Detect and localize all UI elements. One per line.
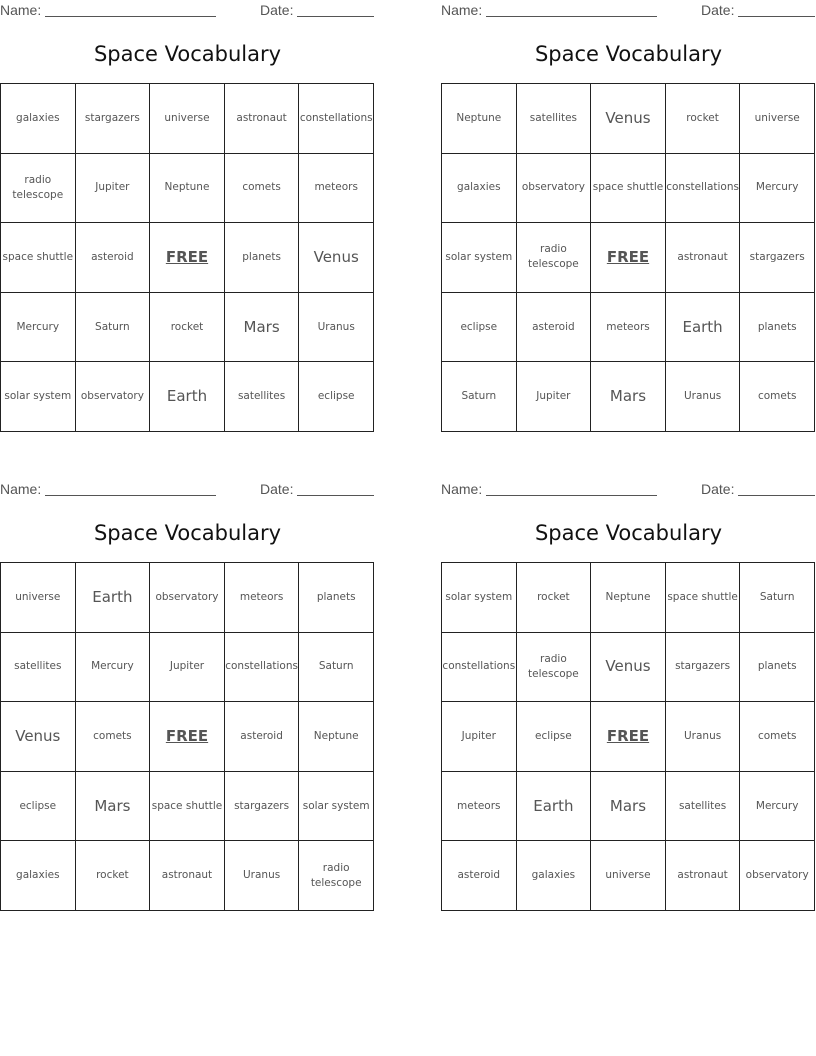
- bingo-cell: Venus: [1, 702, 76, 772]
- bingo-cell: rocket: [150, 293, 225, 363]
- bingo-cell: satellites: [517, 84, 592, 154]
- bingo-cell: solar system: [1, 362, 76, 432]
- bingo-cell: Mars: [591, 772, 666, 842]
- free-space-cell: FREE: [150, 702, 225, 772]
- name-blank-line: [45, 2, 216, 17]
- bingo-cell: Jupiter: [517, 362, 592, 432]
- bingo-cell: meteors: [225, 563, 300, 633]
- bingo-cell: comets: [225, 154, 300, 224]
- bingo-cell: Neptune: [150, 154, 225, 224]
- bingo-cell: galaxies: [1, 841, 76, 911]
- bingo-cell: galaxies: [1, 84, 76, 154]
- bingo-cell: Neptune: [442, 84, 517, 154]
- bingo-grid: [0, 562, 374, 911]
- name-label: Name:: [0, 481, 42, 497]
- card-title: Space Vocabulary: [534, 521, 723, 545]
- name-blank-line: [486, 2, 657, 17]
- bingo-cell: radio telescope: [1, 154, 76, 224]
- date-field: [701, 2, 815, 18]
- bingo-cell: satellites: [225, 362, 300, 432]
- bingo-cell: comets: [740, 362, 815, 432]
- bingo-cell: galaxies: [442, 154, 517, 224]
- name-label: Name:: [0, 2, 42, 18]
- bingo-cell: meteors: [591, 293, 666, 363]
- card-title: Space Vocabulary: [534, 42, 723, 66]
- name-field: [0, 2, 216, 18]
- bingo-card: [0, 479, 375, 911]
- bingo-cell: Mercury: [76, 633, 151, 703]
- bingo-cell: Jupiter: [76, 154, 151, 224]
- bingo-card: [441, 0, 816, 432]
- bingo-cell: solar system: [299, 772, 374, 842]
- bingo-cell: astronaut: [666, 841, 741, 911]
- bingo-cell: stargazers: [225, 772, 300, 842]
- bingo-cell: asteroid: [517, 293, 592, 363]
- bingo-cell: Mars: [76, 772, 151, 842]
- bingo-cell: Earth: [150, 362, 225, 432]
- bingo-cell: Venus: [591, 84, 666, 154]
- bingo-cell: rocket: [517, 563, 592, 633]
- bingo-grid: [441, 562, 815, 911]
- bingo-cell: Saturn: [740, 563, 815, 633]
- bingo-cell: meteors: [299, 154, 374, 224]
- bingo-cell: universe: [1, 563, 76, 633]
- name-field: [0, 481, 216, 497]
- bingo-cell: observatory: [150, 563, 225, 633]
- bingo-cell: eclipse: [442, 293, 517, 363]
- bingo-cell: satellites: [666, 772, 741, 842]
- bingo-cell: eclipse: [517, 702, 592, 772]
- date-label: Date:: [260, 481, 294, 497]
- bingo-cell: observatory: [76, 362, 151, 432]
- name-field: [441, 2, 657, 18]
- date-blank-line: [738, 481, 815, 496]
- bingo-cell: Uranus: [299, 293, 374, 363]
- bingo-cell: Mercury: [740, 772, 815, 842]
- bingo-cell: rocket: [666, 84, 741, 154]
- bingo-cell: asteroid: [225, 702, 300, 772]
- bingo-cell: Neptune: [591, 563, 666, 633]
- bingo-card: [0, 0, 375, 432]
- bingo-cell: stargazers: [666, 633, 741, 703]
- bingo-cell: planets: [299, 563, 374, 633]
- bingo-cell: planets: [740, 293, 815, 363]
- bingo-cell: Saturn: [299, 633, 374, 703]
- bingo-cell: universe: [150, 84, 225, 154]
- bingo-cell: Saturn: [442, 362, 517, 432]
- bingo-cell: Neptune: [299, 702, 374, 772]
- bingo-cell: constellations: [225, 633, 300, 703]
- bingo-cell: radio telescope: [299, 841, 374, 911]
- bingo-cell: astronaut: [666, 223, 741, 293]
- bingo-cell: constellations: [442, 633, 517, 703]
- bingo-cell: Uranus: [666, 702, 741, 772]
- bingo-cell: rocket: [76, 841, 151, 911]
- bingo-cell: satellites: [1, 633, 76, 703]
- bingo-cell: astronaut: [225, 84, 300, 154]
- name-blank-line: [45, 481, 216, 496]
- name-label: Name:: [441, 481, 483, 497]
- name-blank-line: [486, 481, 657, 496]
- name-label: Name:: [441, 2, 483, 18]
- bingo-cell: Jupiter: [442, 702, 517, 772]
- date-blank-line: [297, 2, 374, 17]
- bingo-cell: astronaut: [150, 841, 225, 911]
- bingo-cell: observatory: [517, 154, 592, 224]
- bingo-cell: Saturn: [76, 293, 151, 363]
- bingo-cell: Mars: [225, 293, 300, 363]
- bingo-cell: Earth: [517, 772, 592, 842]
- bingo-cell: Uranus: [225, 841, 300, 911]
- bingo-cell: Venus: [299, 223, 374, 293]
- date-label: Date:: [701, 481, 735, 497]
- bingo-cell: Earth: [666, 293, 741, 363]
- date-label: Date:: [701, 2, 735, 18]
- free-space-cell: FREE: [591, 223, 666, 293]
- bingo-card: [441, 479, 816, 911]
- date-blank-line: [738, 2, 815, 17]
- name-field: [441, 481, 657, 497]
- bingo-cell: galaxies: [517, 841, 592, 911]
- bingo-cell: radio telescope: [517, 223, 592, 293]
- bingo-cell: stargazers: [76, 84, 151, 154]
- bingo-cell: space shuttle: [150, 772, 225, 842]
- card-title: Space Vocabulary: [93, 521, 282, 545]
- bingo-cell: planets: [740, 633, 815, 703]
- date-label: Date:: [260, 2, 294, 18]
- bingo-cell: space shuttle: [1, 223, 76, 293]
- free-space-cell: FREE: [150, 223, 225, 293]
- bingo-cell: Jupiter: [150, 633, 225, 703]
- free-space-cell: FREE: [591, 702, 666, 772]
- bingo-cell: planets: [225, 223, 300, 293]
- bingo-cell: comets: [76, 702, 151, 772]
- bingo-cell: space shuttle: [591, 154, 666, 224]
- bingo-cell: Mercury: [740, 154, 815, 224]
- bingo-cell: Venus: [591, 633, 666, 703]
- bingo-grid: [0, 83, 374, 432]
- bingo-cell: space shuttle: [666, 563, 741, 633]
- bingo-cell: radio telescope: [517, 633, 592, 703]
- bingo-cell: constellations: [299, 84, 374, 154]
- bingo-cell: solar system: [442, 223, 517, 293]
- bingo-cell: observatory: [740, 841, 815, 911]
- bingo-cell: Uranus: [666, 362, 741, 432]
- bingo-cell: universe: [591, 841, 666, 911]
- date-field: [260, 481, 374, 497]
- bingo-cell: Mars: [591, 362, 666, 432]
- bingo-cell: asteroid: [442, 841, 517, 911]
- bingo-cell: meteors: [442, 772, 517, 842]
- bingo-grid: [441, 83, 815, 432]
- bingo-cell: universe: [740, 84, 815, 154]
- card-title: Space Vocabulary: [93, 42, 282, 66]
- date-field: [260, 2, 374, 18]
- bingo-cell: stargazers: [740, 223, 815, 293]
- date-field: [701, 481, 815, 497]
- bingo-cell: asteroid: [76, 223, 151, 293]
- bingo-cell: comets: [740, 702, 815, 772]
- bingo-cell: eclipse: [299, 362, 374, 432]
- bingo-cell: eclipse: [1, 772, 76, 842]
- bingo-cell: Mercury: [1, 293, 76, 363]
- bingo-cell: Earth: [76, 563, 151, 633]
- bingo-cell: solar system: [442, 563, 517, 633]
- date-blank-line: [297, 481, 374, 496]
- bingo-cell: constellations: [666, 154, 741, 224]
